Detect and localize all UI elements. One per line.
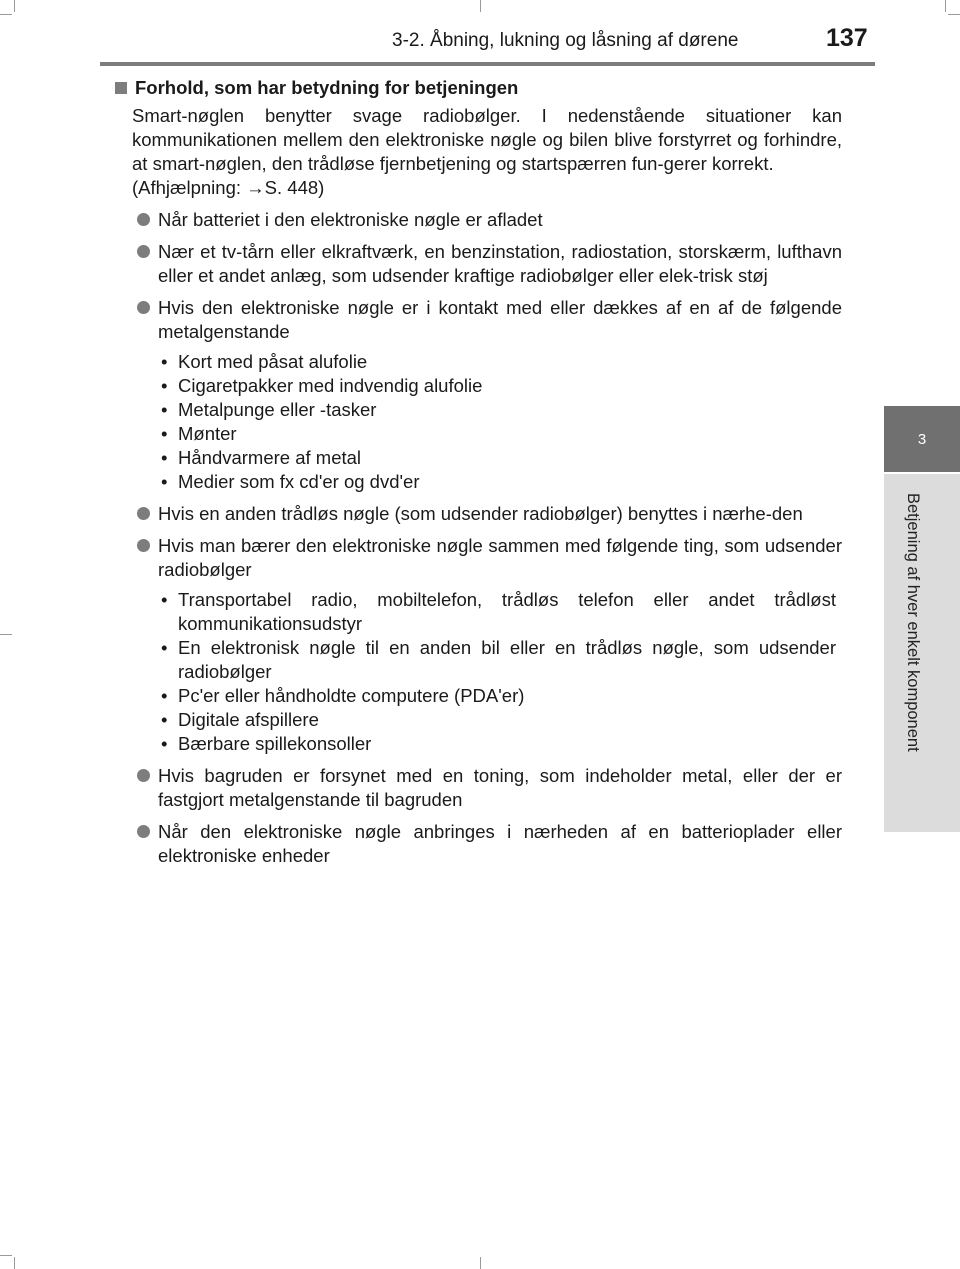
sub-list-item-text: Digitale afspillere (178, 709, 319, 730)
chapter-tab (884, 406, 960, 472)
list-item-text (158, 534, 842, 756)
sub-list-item-text: En elektronisk nøgle til en anden bil eller en trådløs nøgle, som udsender radiobølger (178, 637, 836, 682)
list-item (110, 296, 842, 494)
running-header: 3-2. Åbning, lukning og låsning af dørene (392, 30, 739, 51)
list-item (110, 534, 842, 756)
sub-list-item-text: Kort med påsat alufolie (178, 351, 368, 372)
sub-list-item (158, 708, 842, 732)
list-item-label: Hvis man bærer den elektroniske nøgle sammen med følgende ting, som udsender radiobølger (158, 535, 842, 580)
sub-list-item (158, 374, 842, 398)
list-item-label: Hvis en anden trådløs nøgle (som udsender radiobølger) benyttes i nærhe-den (158, 503, 803, 524)
dot-bullet-icon: • (161, 709, 168, 730)
sub-list-item (158, 470, 842, 494)
section-heading-text: Forhold, som har betydning for betjeningen (135, 77, 519, 98)
page-number: 137 (826, 24, 868, 52)
list-item (110, 240, 842, 288)
list-item-label: Når den elektroniske nøgle anbringes i nærheden af en batterioplader eller elektroniske enheder (158, 821, 842, 866)
circle-bullet-icon (137, 769, 150, 782)
sub-list-item (158, 398, 842, 422)
list-item (110, 208, 842, 232)
remedy-prefix: (Afhjælpning: (132, 177, 247, 198)
sub-list-item (158, 684, 842, 708)
intro-text: Smart-nøglen benytter svage radiobølger. I nedenstående situationer kan kommunikationen mellem den elektroniske nøgle og bilen blive forstyrret og forhindre, at smart-nøglen, den trådløse fjernbetjening og startspærren fun-gerer korrekt. (132, 105, 842, 174)
sub-list-item-text: Pc'er eller håndholdte computere (PDA'er) (178, 685, 525, 706)
remedy-reference (132, 176, 842, 200)
crop-mark (480, 0, 481, 12)
circle-bullet-icon (137, 539, 150, 552)
sub-list-item (158, 446, 842, 470)
dot-bullet-icon: • (161, 733, 168, 754)
list-item-text (158, 502, 842, 526)
chapter-band (884, 474, 960, 832)
crop-mark (14, 1257, 15, 1269)
circle-bullet-icon (137, 825, 150, 838)
section-heading (110, 76, 842, 100)
arrow-icon: → (246, 177, 265, 198)
sub-list-item-text: Cigaretpakker med indvendig alufolie (178, 375, 483, 396)
list-item-label: Nær et tv-tårn eller elkraftværk, en benzinstation, radiostation, storskærm, lufthavn eller et andet anlæg, som udsender kraftige radiobølger eller elek-trisk støj (158, 241, 842, 286)
sub-list-item (158, 732, 842, 756)
dot-bullet-icon: • (161, 447, 168, 468)
crop-mark (0, 634, 12, 635)
dot-bullet-icon: • (161, 375, 168, 396)
dot-bullet-icon: • (161, 399, 168, 420)
sub-list-item-text: Håndvarmere af metal (178, 447, 362, 468)
circle-bullet-icon (137, 507, 150, 520)
dot-bullet-icon: • (161, 589, 168, 610)
chapter-number: 3 (917, 430, 927, 448)
crop-mark (948, 14, 960, 15)
square-bullet-icon (115, 82, 127, 94)
list-item-text (158, 208, 842, 232)
header-rule (100, 62, 875, 66)
sub-list-item-text: Mønter (178, 423, 237, 444)
dot-bullet-icon: • (161, 423, 168, 444)
sub-list-item (158, 422, 842, 446)
list-item-text (158, 764, 842, 812)
sub-list (158, 588, 842, 756)
list-item (110, 764, 842, 812)
sub-list-item (158, 588, 842, 636)
dot-bullet-icon: • (161, 685, 168, 706)
sub-list-item (158, 350, 842, 374)
list-item (110, 820, 842, 868)
sub-list-item-text: Bærbare spillekonsoller (178, 733, 372, 754)
sub-list (158, 350, 842, 494)
remedy-page-link[interactable]: S. 448) (264, 177, 325, 198)
circle-bullet-icon (137, 301, 150, 314)
dot-bullet-icon: • (161, 351, 168, 372)
chapter-label: Betjening af hver enkelt komponent (904, 493, 922, 752)
page-content (110, 76, 842, 868)
intro-paragraph (132, 104, 842, 200)
list-item-label: Hvis bagruden er forsynet med en toning, som indeholder metal, eller der er fastgjort metalgenstande til bagruden (158, 765, 842, 810)
dot-bullet-icon: • (161, 471, 168, 492)
circle-bullet-icon (137, 213, 150, 226)
crop-mark (0, 1255, 12, 1256)
sub-list-item-text: Transportabel radio, mobiltelefon, trådløs telefon eller andet trådløst kommunikationsudstyr (178, 589, 836, 634)
list-item-text (158, 820, 842, 868)
sub-list-item-text: Metalpunge eller -tasker (178, 399, 377, 420)
list-item-text (158, 296, 842, 494)
crop-mark (14, 0, 15, 12)
list-item (110, 502, 842, 526)
list-item-label: Når batteriet i den elektroniske nøgle er afladet (158, 209, 543, 230)
crop-mark (0, 14, 12, 15)
crop-mark (480, 1257, 481, 1269)
circle-bullet-icon (137, 245, 150, 258)
condition-list (110, 208, 842, 868)
sub-list-item (158, 636, 842, 684)
crop-mark (945, 0, 946, 12)
list-item-label: Hvis den elektroniske nøgle er i kontakt med eller dækkes af en af de følgende metalgenstande (158, 297, 842, 342)
dot-bullet-icon: • (161, 637, 168, 658)
sub-list-item-text: Medier som fx cd'er og dvd'er (178, 471, 420, 492)
list-item-text (158, 240, 842, 288)
